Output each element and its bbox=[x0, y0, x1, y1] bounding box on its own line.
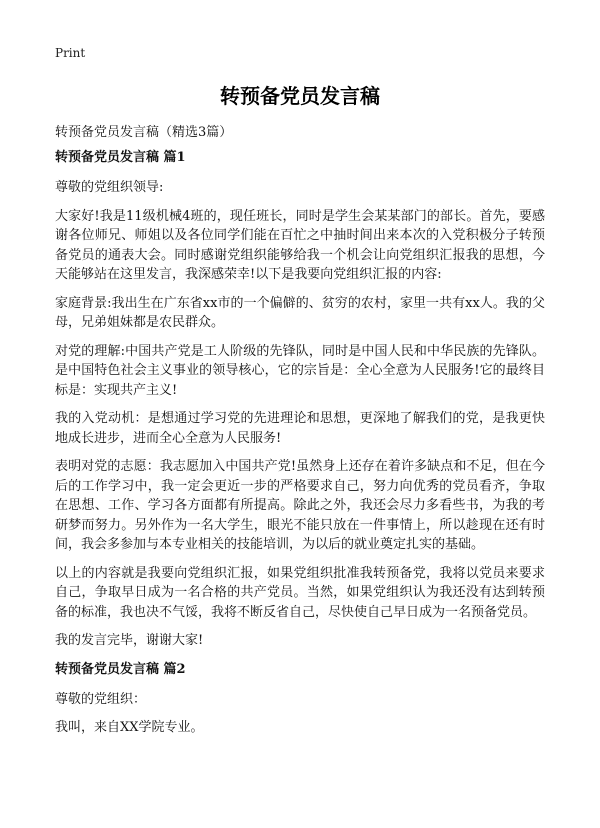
paragraph: 以上的内容就是我要向党组织汇报，如果党组织批准我转预备党，我将以党员来要求自己，争取早日成为一名合格的共产党员。当然，如果党组织认为我还没有达到转预备的标准，我也决不气馁，我将不断反省自己，尽快使自己早日成为一名预备党员。 bbox=[55, 565, 545, 620]
paragraph: 大家好!我是11级机械4班的，现任班长，同时是学生会某某部门的部长。首先，要感谢各位师兄、师姐以及各位同学们能在百忙之中抽时间出来本次的入党积极分子转预备党员的通表大会。同时感谢党组织能够给我一个机会让向党组织汇报我的思想，今天能够站在这里发言，我深感荣幸!以下是我要向党组织汇报的内容: bbox=[55, 208, 545, 282]
salutation: 尊敬的党组织领导: bbox=[55, 180, 164, 195]
document-subtitle: 转预备党员发言稿（精选3篇） bbox=[55, 125, 233, 140]
page-title: 转预备党员发言稿 bbox=[220, 84, 380, 108]
document-body bbox=[55, 148, 545, 747]
section-1 bbox=[55, 148, 545, 651]
section-heading: 转预备党员发言稿 篇1 bbox=[55, 150, 186, 165]
paragraph: 对党的理解:中国共产党是工人阶级的先锋队，同时是中国人民和中华民族的先锋队。是中国特色社会主义事业的领导核心，它的宗旨是：全心全意为人民服务!它的最终目标是：实现共产主义! bbox=[55, 343, 545, 398]
paragraph: 我叫，来自XX学院专业。 bbox=[55, 720, 204, 735]
section-2 bbox=[55, 660, 545, 738]
paragraph: 我的入党动机：是想通过学习党的先进理论和思想，更深地了解我们的党，是我更快地成长进步，进而全心全意为人民服务! bbox=[55, 411, 545, 446]
print-label[interactable]: Print bbox=[55, 46, 86, 60]
closing-line: 我的发言完毕，谢谢大家! bbox=[55, 633, 204, 648]
paragraph: 表明对党的志愿：我志愿加入中国共产党!虽然身上还存在着许多缺点和不足，但在今后的工作学习中，我一定会更近一步的严格要求自己，努力向优秀的党员看齐，争取在思想、工作、学习各方面都有所提高。除此之外，我还会尽力多看些书，为我的考研梦而努力。另外作为一名大学生，眼光不能只放在一件事情上，所以趁现在还有时间，我会多参加与本专业相关的技能培训，为以后的就业奠定扎实的基础。 bbox=[55, 459, 545, 552]
salutation: 尊敬的党组织： bbox=[55, 691, 147, 707]
paragraph: 家庭背景:我出生在广东省xx市的一个偏僻的、贫穷的农村，家里一共有xx人。我的父母，兄弟姐妹都是农民群众。 bbox=[55, 295, 545, 330]
section-heading: 转预备党员发言稿 篇2 bbox=[55, 661, 186, 677]
